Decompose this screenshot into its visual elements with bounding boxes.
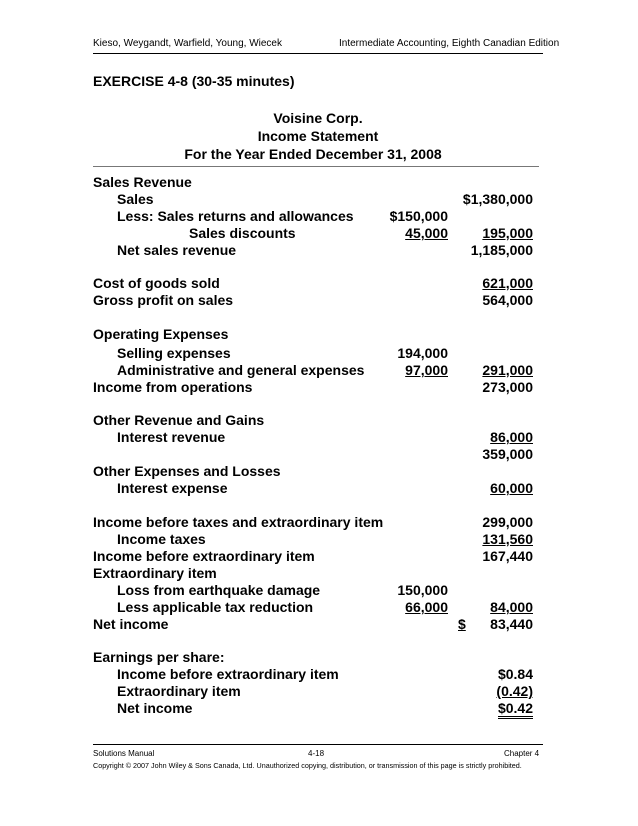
line-eps-net-income: Net income $0.42 [93,700,539,717]
footer-page-number: 4-18 [308,749,325,758]
line-selling-expenses: Selling expenses 194,000 [117,345,448,361]
header-book-title: Intermediate Accounting, Eighth Canadian Edition [339,38,560,49]
line-other-revenue: Other Revenue and Gains [93,412,265,428]
line-income-from-operations: Income from operations 273,000 [93,379,533,395]
line-eps-extraordinary: Extraordinary item (0.42) [117,683,533,699]
line-net-sales: Net sales revenue 1,185,000 [117,242,533,258]
footer-rule [93,744,543,745]
footer-copyright: Copyright © 2007 John Wiley & Sons Canada, Ltd. Unauthorized copying, distribution, or transmission of this page is strictly prohibited. [93,761,522,770]
footer-left: Solutions Manual [93,749,155,758]
footer-chapter: Chapter 4 [504,749,540,758]
line-tax-reduction: Less applicable tax reduction 66,000 84,000 [117,599,533,615]
line-sales-revenue: Sales Revenue [93,174,192,190]
line-sales-discounts: Sales discounts 45,000 195,000 [189,225,533,241]
line-income-before-taxes: Income before taxes and extraordinary item 299,000 [93,514,533,530]
header-rule [93,53,543,54]
line-extraordinary-item: Extraordinary item [93,565,217,581]
line-earthquake-loss: Loss from earthquake damage 150,000 [117,582,448,598]
line-admin-expenses: Administrative and general expenses 97,000 291,000 [117,362,533,378]
line-other-expenses: Other Expenses and Losses [93,463,281,479]
statement-period: For the Year Ended December 31, 2008 [184,146,442,162]
line-cogs: Cost of goods sold 621,000 [93,275,533,291]
line-eps-before-extraordinary: Income before extraordinary item $0.84 [117,666,533,682]
line-interest-expense: Interest expense 60,000 [117,480,533,496]
line-operating-expenses: Operating Expenses [93,326,229,342]
line-income-taxes: Income taxes 131,560 [117,531,533,547]
statement-name: Income Statement [257,128,379,144]
line-eps-heading: Earnings per share: [93,649,225,665]
line-net-income: Net income $ 83,440 [93,616,533,632]
line-income-before-extraordinary: Income before extraordinary item 167,440 [93,548,533,564]
header-authors: Kieso, Weygandt, Warfield, Young, Wiecek [93,38,282,49]
line-subtotal: 359,000 [482,446,533,462]
line-interest-revenue: Interest revenue 86,000 [117,429,533,445]
statement-rule [93,166,539,167]
company-name: Voisine Corp. [273,110,363,126]
exercise-title: EXERCISE 4-8 (30-35 minutes) [93,73,295,89]
line-sales: Sales $1,380,000 [117,191,533,207]
line-gross-profit: Gross profit on sales 564,000 [93,292,533,308]
line-sales-returns: Less: Sales returns and allowances $150,000 [117,208,448,224]
